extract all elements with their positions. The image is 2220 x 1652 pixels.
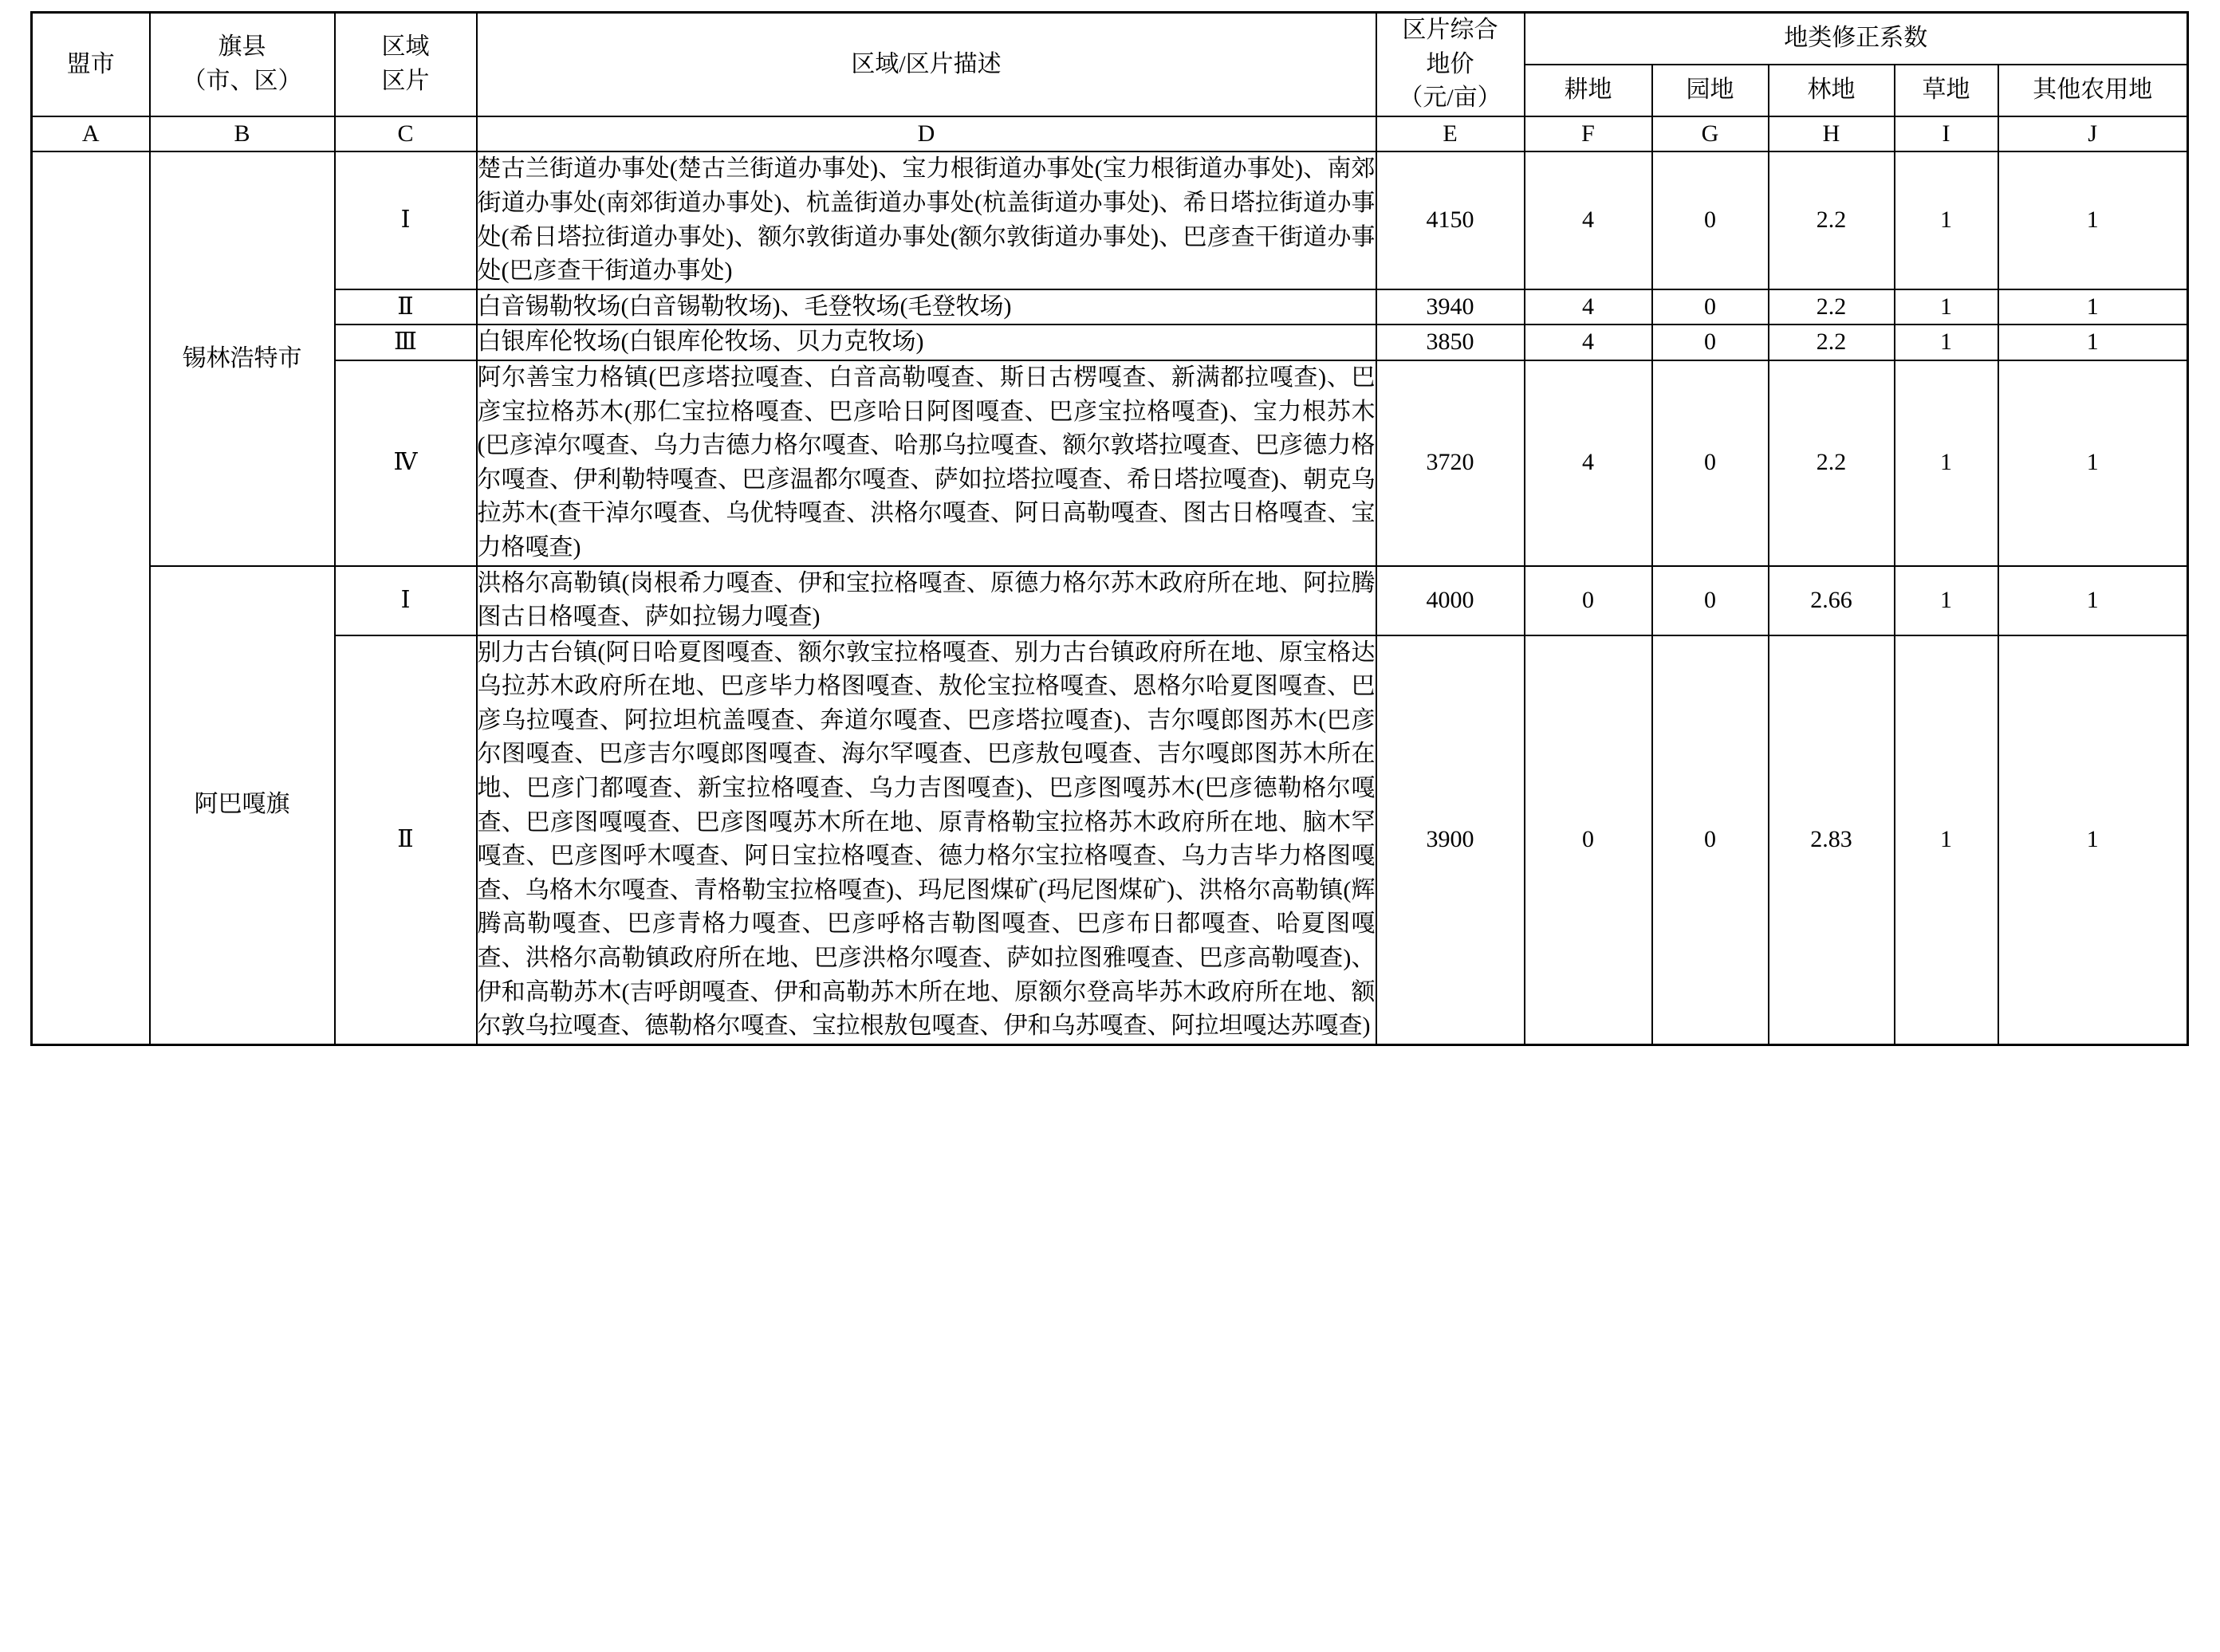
cell-description: 白银库伦牧场(白银库伦牧场、贝力克牧场) (477, 324, 1376, 360)
cell-price: 3900 (1376, 635, 1525, 1045)
cell-price: 4150 (1376, 151, 1525, 289)
table-row (32, 151, 2188, 289)
cell-garden: 0 (1652, 324, 1769, 360)
cell-description: 洪格尔高勒镇(岗根希力嘎查、伊和宝拉格嘎查、原德力格尔苏木政府所在地、阿拉腾图古日格嘎查、萨如拉锡力嘎查) (477, 566, 1376, 635)
letter-j: J (1998, 116, 2188, 152)
cell-forest: 2.2 (1769, 360, 1895, 566)
letter-f: F (1525, 116, 1652, 152)
cell-forest: 2.83 (1769, 635, 1895, 1045)
cell-forest: 2.66 (1769, 566, 1895, 635)
cell-farmland: 4 (1525, 151, 1652, 289)
cell-zone: Ⅱ (335, 635, 477, 1045)
cell-farmland: 0 (1525, 566, 1652, 635)
table-row (32, 360, 2188, 566)
cell-garden: 0 (1652, 151, 1769, 289)
header-other: 其他农用地 (1998, 65, 2188, 116)
cell-other: 1 (1998, 360, 2188, 566)
cell-description: 白音锡勒牧场(白音锡勒牧场)、毛登牧场(毛登牧场) (477, 289, 1376, 325)
letter-d: D (477, 116, 1376, 152)
cell-zone: Ⅰ (335, 151, 477, 289)
header-zone (335, 13, 477, 116)
cell-grass: 1 (1895, 289, 1998, 325)
cell-other: 1 (1998, 566, 2188, 635)
letter-e: E (1376, 116, 1525, 152)
cell-description: 楚古兰街道办事处(楚古兰街道办事处)、宝力根街道办事处(宝力根街道办事处)、南郊街道办事处(南郊街道办事处)、杭盖街道办事处(杭盖街道办事处)、希日塔拉街道办事处(希日塔拉街道办事处)、额尔敦街道办事处(额尔敦街道办事处)、巴彦查干街道办事处(巴彦查干街道办事处) (477, 151, 1376, 289)
cell-grass: 1 (1895, 151, 1998, 289)
cell-grass: 1 (1895, 635, 1998, 1045)
cell-farmland: 4 (1525, 289, 1652, 325)
table-row (32, 289, 2188, 325)
header-price-line1: 区片综合 (1402, 17, 1498, 43)
cell-forest: 2.2 (1769, 151, 1895, 289)
cell-price: 3720 (1376, 360, 1525, 566)
cell-price: 3940 (1376, 289, 1525, 325)
letter-b: B (150, 116, 335, 152)
table-row (32, 635, 2188, 1045)
header-grass: 草地 (1895, 65, 1998, 116)
letter-g: G (1652, 116, 1769, 152)
letter-h: H (1769, 116, 1895, 152)
cell-grass: 1 (1895, 566, 1998, 635)
cell-farmland: 0 (1525, 635, 1652, 1045)
cell-farmland: 4 (1525, 324, 1652, 360)
header-price (1376, 13, 1525, 116)
cell-zone: Ⅲ (335, 324, 477, 360)
cell-grass: 1 (1895, 324, 1998, 360)
header-price-line3: （元/亩） (1399, 85, 1502, 112)
cell-zone: Ⅱ (335, 289, 477, 325)
letter-i: I (1895, 116, 1998, 152)
cell-description: 别力古台镇(阿日哈夏图嘎查、额尔敦宝拉格嘎查、别力古台镇政府所在地、原宝格达乌拉苏木政府所在地、巴彦毕力格图嘎查、敖伦宝拉格嘎查、恩格尔哈夏图嘎查、巴彦乌拉嘎查、阿拉坦杭盖嘎查、奔道尔嘎查、巴彦塔拉嘎查)、吉尔嘎郎图苏木(巴彦尔图嘎查、巴彦吉尔嘎郎图嘎查、海尔罕嘎查、巴彦敖包嘎查、吉尔嘎郎图苏木所在地、巴彦门都嘎查、新宝拉格嘎查、乌力吉图嘎查)、巴彦图嘎苏木(巴彦德勒格尔嘎查、巴彦图嘎嘎查、巴彦图嘎苏木所在地、原青格勒宝拉格苏木政府所在地、脑木罕嘎查、巴彦图呼木嘎查、阿日宝拉格嘎查、德力格尔宝拉格嘎查、乌力吉毕力格图嘎查、乌格木尔嘎查、青格勒宝拉格嘎查)、玛尼图煤矿(玛尼图煤矿)、洪格尔高勒镇(辉腾高勒嘎查、巴彦青格力嘎查、巴彦呼格吉勒图嘎查、巴彦布日都嘎查、哈夏图嘎查、洪格尔高勒镇政府所在地、巴彦洪格尔嘎查、萨如拉图雅嘎查、巴彦高勒嘎查)、伊和高勒苏木(吉呼朗嘎查、伊和高勒苏木所在地、原额尔登高毕苏木政府所在地、额尔敦乌拉嘎查、德勒格尔嘎查、宝拉根敖包嘎查、伊和乌苏嘎查、阿拉坦嘎达苏嘎查) (477, 635, 1376, 1045)
cell-county: 锡林浩特市 (150, 151, 335, 565)
cell-zone: Ⅳ (335, 360, 477, 566)
header-zone-line2: 区片 (381, 67, 430, 94)
cell-forest: 2.2 (1769, 324, 1895, 360)
cell-garden: 0 (1652, 289, 1769, 325)
cell-garden: 0 (1652, 566, 1769, 635)
cell-other: 1 (1998, 151, 2188, 289)
cell-other: 1 (1998, 635, 2188, 1045)
header-league: 盟市 (32, 13, 150, 116)
header-price-line2: 地价 (1426, 50, 1474, 77)
header-description: 区域/区片描述 (477, 13, 1376, 116)
header-county-line2: （市、区） (182, 67, 302, 94)
header-farmland: 耕地 (1525, 65, 1652, 116)
cell-garden: 0 (1652, 635, 1769, 1045)
letter-c: C (335, 116, 477, 152)
cell-county: 阿巴嘎旗 (150, 566, 335, 1045)
cell-other: 1 (1998, 324, 2188, 360)
header-forest: 林地 (1769, 65, 1895, 116)
cell-grass: 1 (1895, 360, 1998, 566)
header-county (150, 13, 335, 116)
table-body (32, 151, 2188, 1044)
header-garden: 园地 (1652, 65, 1769, 116)
cell-farmland: 4 (1525, 360, 1652, 566)
cell-forest: 2.2 (1769, 289, 1895, 325)
cell-league (32, 151, 150, 1044)
header-zone-line1: 区域 (381, 33, 430, 61)
header-row-1 (32, 13, 2188, 65)
header-county-line1: 旗县 (218, 33, 266, 61)
table-row (32, 566, 2188, 635)
cell-price: 4000 (1376, 566, 1525, 635)
land-price-table (30, 11, 2189, 1046)
cell-garden: 0 (1652, 360, 1769, 566)
cell-zone: Ⅰ (335, 566, 477, 635)
table-row (32, 324, 2188, 360)
letter-a: A (32, 116, 150, 152)
cell-description: 阿尔善宝力格镇(巴彦塔拉嘎查、白音高勒嘎查、斯日古楞嘎查、新满都拉嘎查)、巴彦宝拉格苏木(那仁宝拉格嘎查、巴彦哈日阿图嘎查、巴彦宝拉格嘎查)、宝力根苏木(巴彦淖尔嘎查、乌力吉德力格尔嘎查、哈那乌拉嘎查、额尔敦塔拉嘎查、巴彦德力格尔嘎查、伊利勒特嘎查、巴彦温都尔嘎查、萨如拉塔拉嘎查、希日塔拉嘎查)、朝克乌拉苏木(查干淖尔嘎查、乌优特嘎查、洪格尔嘎查、阿日高勒嘎查、图古日格嘎查、宝力格嘎查) (477, 360, 1376, 566)
cell-price: 3850 (1376, 324, 1525, 360)
cell-other: 1 (1998, 289, 2188, 325)
header-coefficient-group: 地类修正系数 (1525, 13, 2188, 65)
table-header (32, 13, 2188, 152)
column-letter-row (32, 116, 2188, 152)
